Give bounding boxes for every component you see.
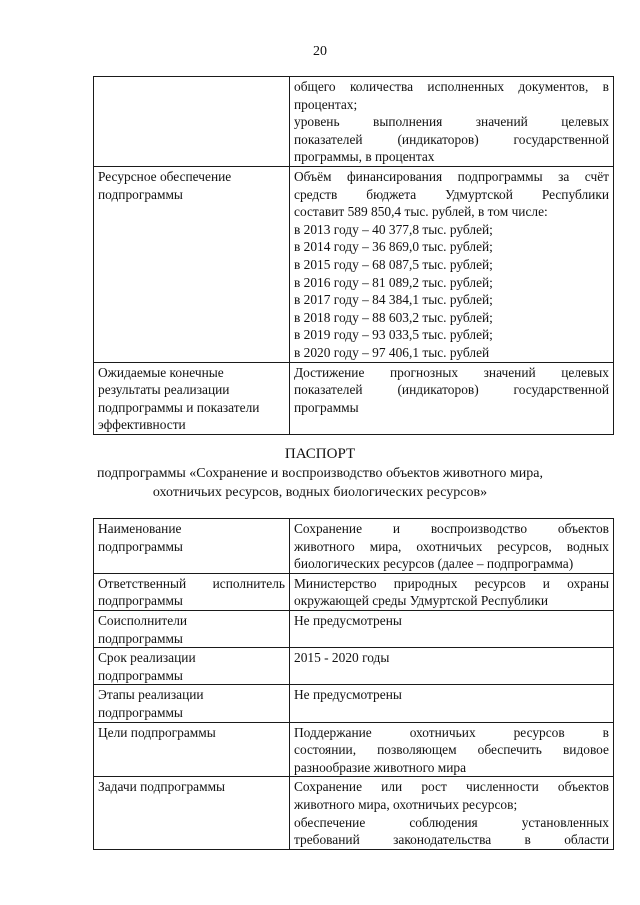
row-label-cell bbox=[94, 166, 290, 362]
row-label: Цели подпрограммы bbox=[98, 724, 216, 740]
passport-subtitle: подпрограммы «Сохранение и воспроизводство объектов животного мира, bbox=[96, 466, 543, 481]
table-row bbox=[94, 610, 614, 647]
value-line: программы bbox=[294, 399, 359, 415]
row-label: Этапы реализации bbox=[98, 687, 204, 703]
row-value-cell bbox=[290, 362, 614, 434]
subprogram-table-continued bbox=[93, 76, 614, 435]
row-label: подпрограммы bbox=[98, 593, 183, 609]
value-line: обеспечение соблюдения установленных bbox=[294, 814, 609, 830]
value-line: в 2018 году – 88 603,2 тыс. рублей; bbox=[294, 309, 493, 325]
value-line: средств бюджета Удмуртской Республики bbox=[294, 186, 609, 202]
table-row bbox=[94, 722, 614, 777]
value-line: биологических ресурсов (далее – подпрограмма) bbox=[294, 556, 574, 572]
value-line: уровень выполнения значений целевых bbox=[294, 114, 609, 130]
page-number: 20 bbox=[313, 44, 327, 59]
value-line: состоянии, позволяющем обеспечить видовое bbox=[294, 742, 609, 758]
value-line: показателей (индикаторов) государственной bbox=[294, 382, 609, 398]
row-label: подпрограммы bbox=[98, 186, 183, 202]
table-row bbox=[94, 573, 614, 610]
passport-heading bbox=[0, 445, 640, 502]
value-line: Не предусмотрены bbox=[294, 612, 402, 628]
row-value-cell bbox=[290, 777, 614, 849]
value-line: 2015 - 2020 годы bbox=[294, 650, 390, 666]
value-line: в 2013 году – 40 377,8 тыс. рублей; bbox=[294, 221, 493, 237]
row-label-cell bbox=[94, 777, 290, 849]
value-line: животного мира, охотничьих ресурсов; bbox=[294, 796, 518, 812]
row-label: Задачи подпрограммы bbox=[98, 779, 226, 795]
row-label: подпрограммы bbox=[98, 704, 183, 720]
value-line: программы, в процентах bbox=[294, 149, 435, 165]
row-value-cell bbox=[290, 166, 614, 362]
table-row bbox=[94, 777, 614, 849]
table-row bbox=[94, 77, 614, 167]
passport-subtitle: охотничьих ресурсов, водных биологических ресурсов» bbox=[152, 485, 488, 500]
value-line: Поддержание охотничьих ресурсов в bbox=[294, 724, 609, 740]
row-label-cell bbox=[94, 573, 290, 610]
row-label: Срок реализации bbox=[98, 650, 196, 666]
value-line: в 2019 году – 93 033,5 тыс. рублей; bbox=[294, 327, 493, 343]
row-label: подпрограммы bbox=[98, 630, 183, 646]
value-line: Министерство природных ресурсов и охраны bbox=[294, 575, 609, 591]
row-label-cell bbox=[94, 610, 290, 647]
value-line: показателей (индикаторов) государственной bbox=[294, 131, 609, 147]
row-value-cell bbox=[290, 722, 614, 777]
row-value-cell bbox=[290, 77, 614, 167]
row-label-cell bbox=[94, 519, 290, 574]
value-line: животного мира, охотничьих ресурсов, водных bbox=[294, 538, 609, 554]
value-line: в 2020 году – 97 406,1 тыс. рублей bbox=[294, 344, 490, 360]
row-value-cell bbox=[290, 573, 614, 610]
passport-title: ПАСПОРТ bbox=[284, 446, 356, 462]
value-line: в 2017 году – 84 384,1 тыс. рублей; bbox=[294, 292, 493, 308]
value-line: общего количества исполненных документов, в bbox=[294, 79, 609, 94]
value-line: в 2014 году – 36 869,0 тыс. рублей; bbox=[294, 239, 493, 255]
table-row bbox=[94, 362, 614, 434]
row-label: Ресурсное обеспечение bbox=[98, 168, 232, 184]
table-row bbox=[94, 685, 614, 722]
row-label: Соисполнители bbox=[98, 612, 188, 628]
row-value-cell bbox=[290, 610, 614, 647]
row-label-cell bbox=[94, 362, 290, 434]
value-line: Сохранение и воспроизводство объектов bbox=[294, 521, 609, 536]
value-line: Не предусмотрены bbox=[294, 687, 402, 703]
row-value-cell bbox=[290, 685, 614, 722]
value-line: окружающей среды Удмуртской Республики bbox=[294, 593, 549, 609]
row-label: Наименование bbox=[98, 521, 182, 536]
passport-table bbox=[93, 518, 614, 850]
row-label: эффективности bbox=[98, 417, 186, 433]
table-row bbox=[94, 519, 614, 574]
row-label-cell bbox=[94, 722, 290, 777]
value-line: в 2016 году – 81 089,2 тыс. рублей; bbox=[294, 274, 493, 290]
row-label: Ожидаемые конечные bbox=[98, 364, 224, 380]
row-label: Ответственный исполнитель bbox=[98, 575, 285, 591]
value-line: в 2015 году – 68 087,5 тыс. рублей; bbox=[294, 256, 493, 272]
row-label: результаты реализации bbox=[98, 382, 230, 398]
value-line: требований законодательства в области bbox=[294, 832, 609, 848]
value-line: процентах; bbox=[294, 96, 358, 112]
row-label-cell bbox=[94, 77, 290, 167]
row-label-cell bbox=[94, 685, 290, 722]
row-value-cell bbox=[290, 519, 614, 574]
value-line: разнообразие животного мира bbox=[294, 759, 467, 775]
value-line: Достижение прогнозных значений целевых bbox=[294, 364, 609, 380]
row-value-cell bbox=[290, 648, 614, 685]
row-label-cell bbox=[94, 648, 290, 685]
table-row bbox=[94, 166, 614, 362]
value-line: составит 589 850,4 тыс. рублей, в том числе: bbox=[294, 204, 548, 220]
table-row bbox=[94, 648, 614, 685]
value-line: Объём финансирования подпрограммы за счёт bbox=[294, 168, 609, 184]
row-label: подпрограммы bbox=[98, 538, 183, 554]
row-label: подпрограммы bbox=[98, 667, 183, 683]
value-line: Сохранение или рост численности объектов bbox=[294, 779, 609, 795]
row-label: подпрограммы и показатели bbox=[98, 399, 260, 415]
